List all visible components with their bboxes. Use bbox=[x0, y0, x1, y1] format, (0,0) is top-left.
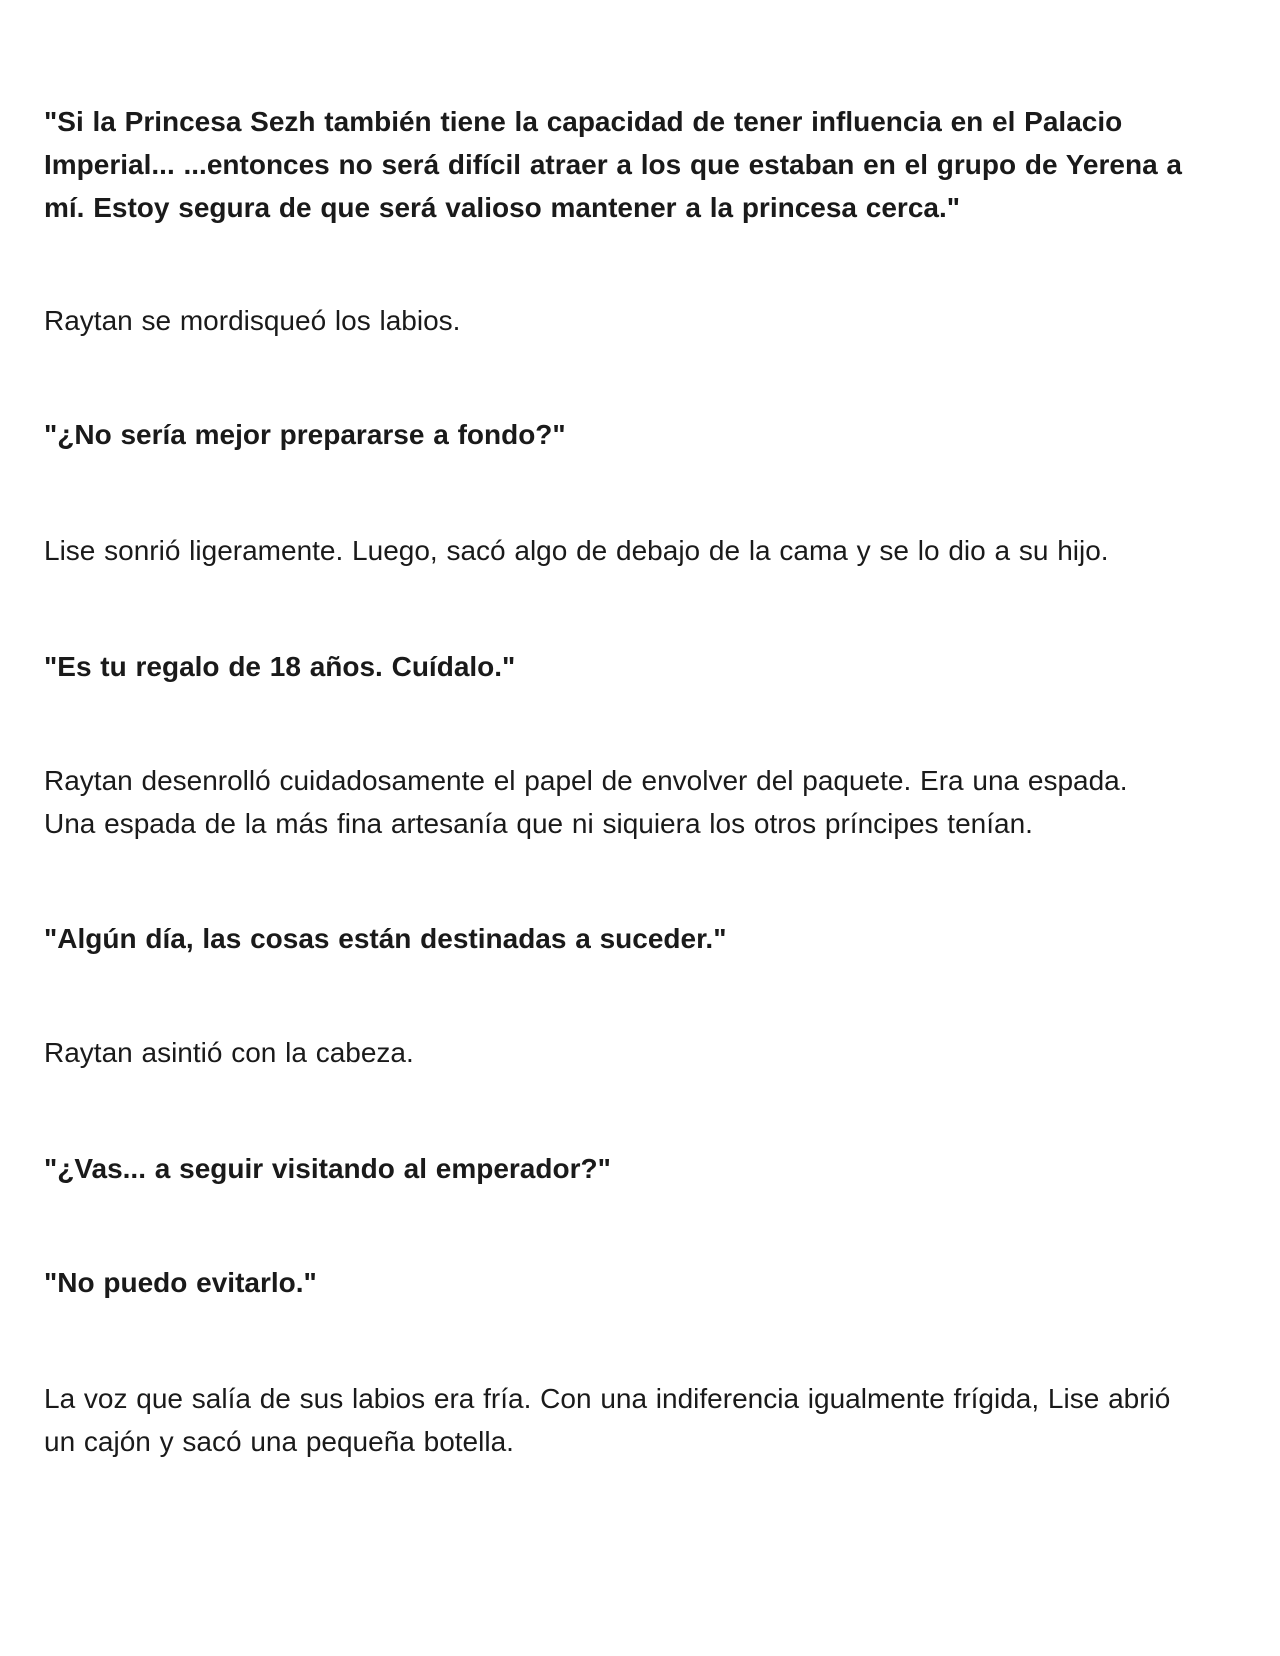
paragraph-2: Raytan se mordisqueó los labios. bbox=[44, 305, 461, 336]
paragraph-5: "Es tu regalo de 18 años. Cuídalo." bbox=[44, 651, 516, 682]
paragraph-6: Raytan desenrolló cuidadosamente el papel de envolver del paquete. Era una espada. Una espada de la más fina artesanía que ni siquiera los otros príncipes tenían. bbox=[44, 765, 1128, 839]
paragraph-1: "Si la Princesa Sezh también tiene la capacidad de tener influencia en el Palacio Imperial... ...entonces no será difícil atraer a los que estaban en el grupo de Yerena a mí. Estoy segura de que será valioso mantener a la princesa cerca." bbox=[44, 106, 1182, 223]
paragraph-4: Lise sonrió ligeramente. Luego, sacó algo de debajo de la cama y se lo dio a su hijo. bbox=[44, 535, 1109, 566]
paragraph-10: "No puedo evitarlo." bbox=[44, 1267, 317, 1298]
paragraph-11: La voz que salía de sus labios era fría. Con una indiferencia igualmente frígida, Lise abrió un cajón y sacó una pequeña botella. bbox=[44, 1383, 1171, 1457]
paragraph-8: Raytan asintió con la cabeza. bbox=[44, 1037, 414, 1068]
paragraph-9: "¿Vas... a seguir visitando al emperador?" bbox=[44, 1153, 611, 1184]
paragraph-3: "¿No sería mejor prepararse a fondo?" bbox=[44, 419, 566, 450]
paragraph-7: "Algún día, las cosas están destinadas a suceder." bbox=[44, 923, 727, 954]
